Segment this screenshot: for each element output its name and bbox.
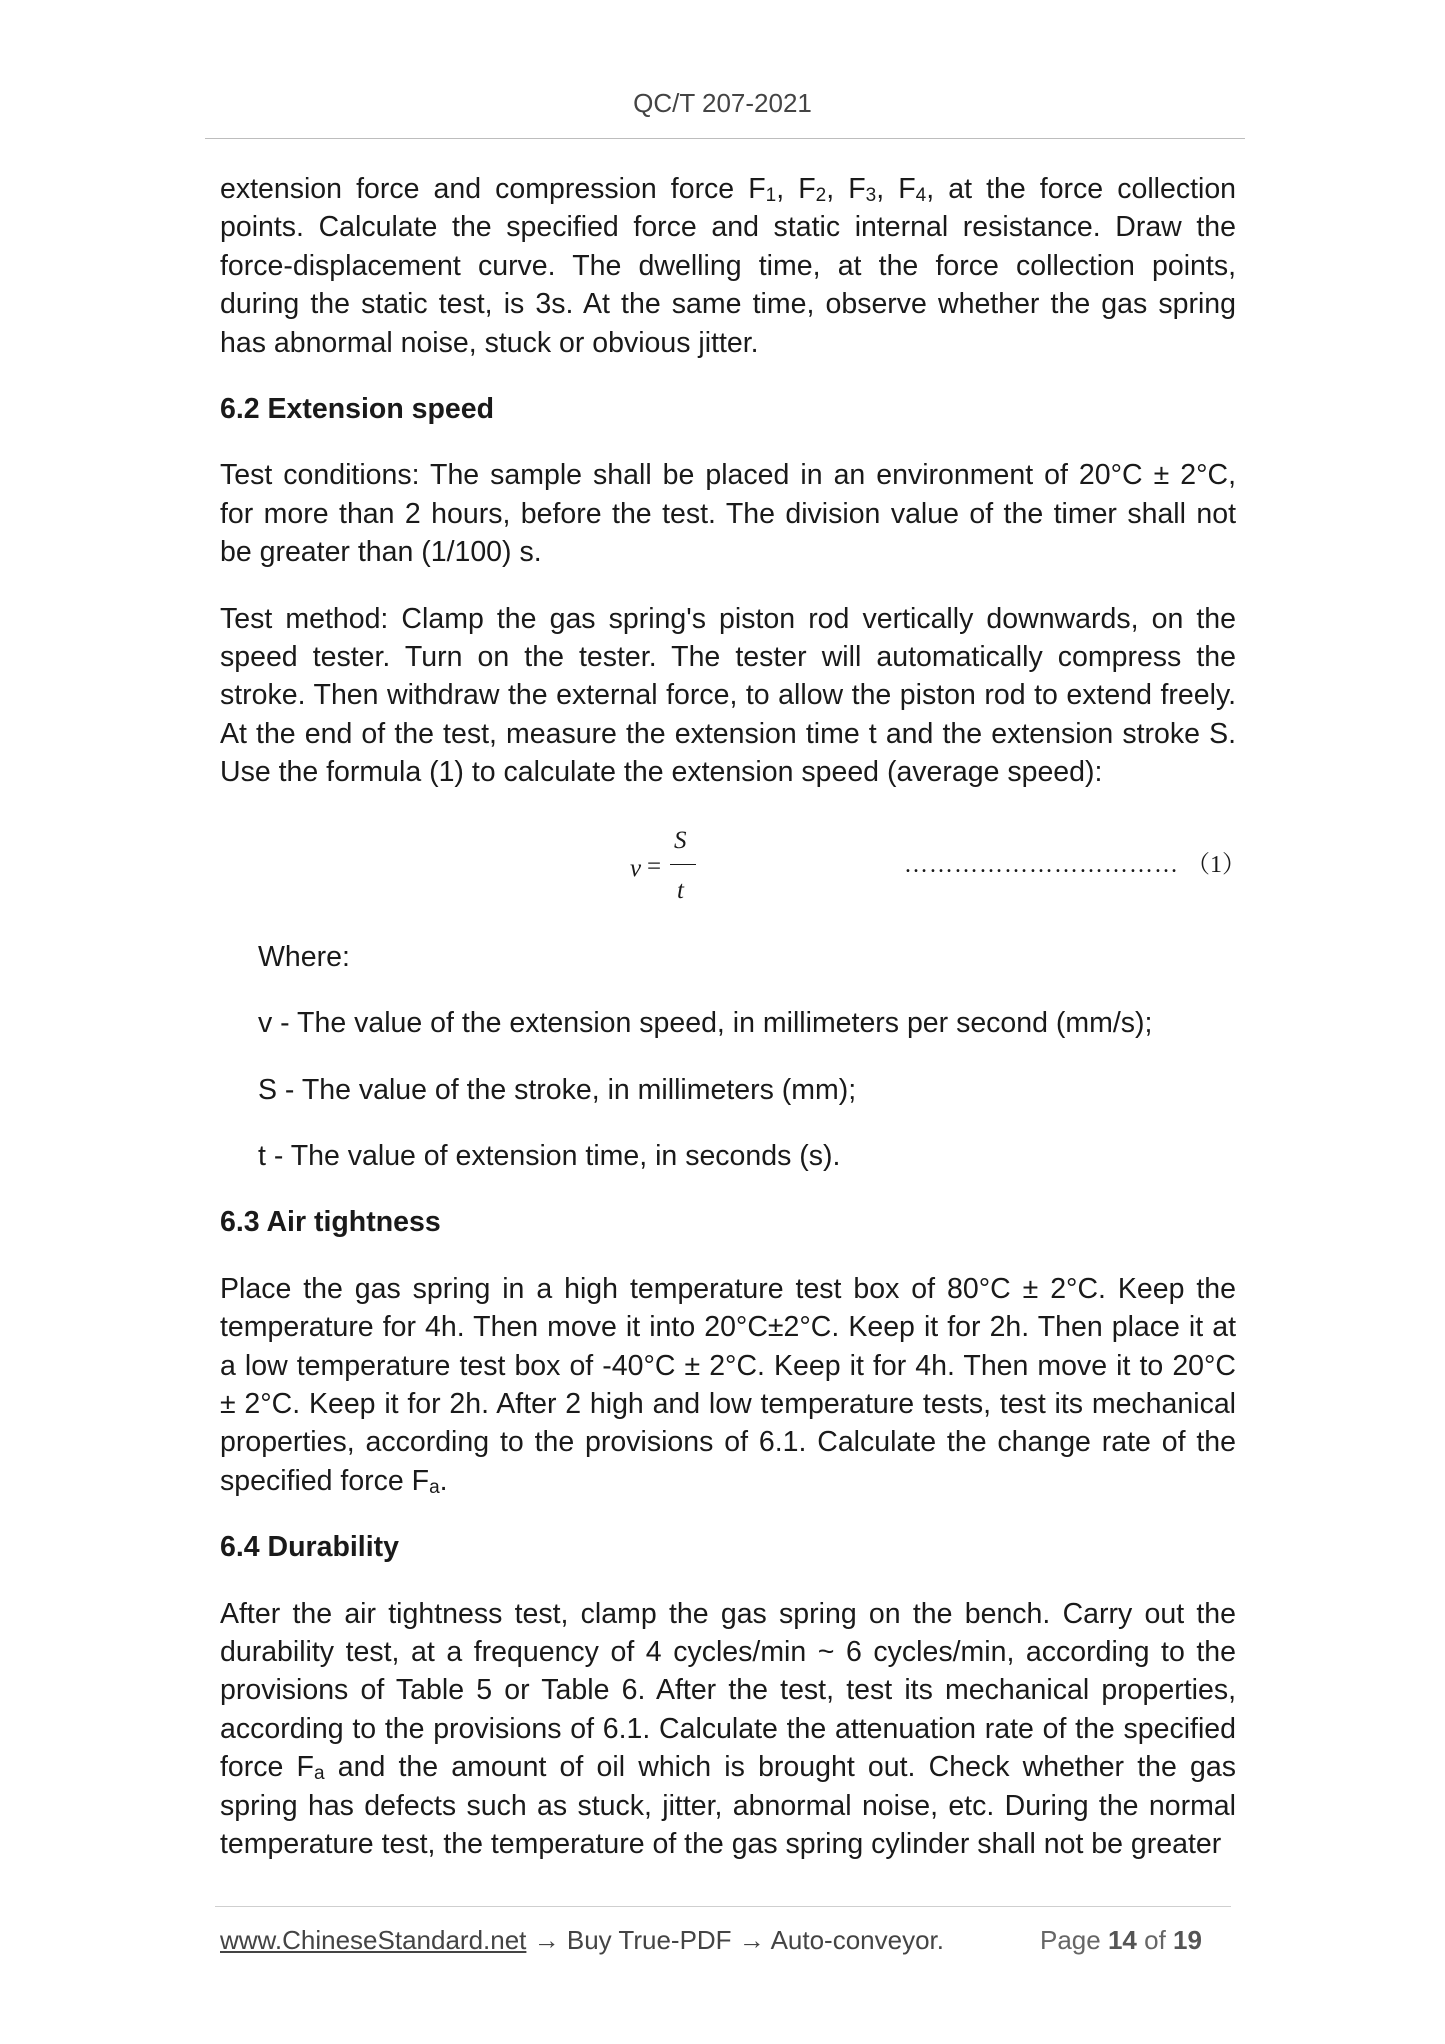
page-body: [220, 170, 1246, 1891]
footer-trail-text: → Buy True-PDF → Auto-conveyor.: [526, 1925, 945, 1955]
section-heading-6-4: 6.4 Durability: [220, 1531, 399, 1564]
formula-equals: =: [647, 852, 662, 880]
page-header-doc-code: QC/T 207-2021: [633, 88, 812, 118]
where-label: Where:: [258, 940, 350, 973]
test-conditions-paragraph: Test conditions: The sample shall be placed in an environment of 20°C ± 2°C, for more than 2 hours, before the test. The division value of the timer shall not be greater than (1/100) s.: [220, 459, 1236, 569]
current-page-number: 14: [1107, 1925, 1137, 1955]
total-page-count: 19: [1173, 1925, 1202, 1955]
formula-denominator: t: [677, 876, 684, 904]
section-heading-6-3: 6.3 Air tightness: [220, 1206, 441, 1239]
formula-lhs: v: [630, 854, 642, 882]
where-item-t: t - The value of extension time, in seconds (s).: [258, 1139, 841, 1172]
intro-paragraph: extension force and compression force $F_1$, $F_2$, $F_3$, $F_4$, at the force collection points. Calculate the specified force and static internal resistance. Draw the force-displacement curve. The dwelling time, at the force collection points, during the static test, is 3s. At the same time, observe whether the gas spring has abnormal noise, stuck or obvious jitter.: [220, 173, 1237, 359]
test-method-paragraph: Test method: Clamp the gas spring's piston rod vertically downwards, on the speed tester. Turn on the tester. The tester will automatically compress the stroke. Then withdraw the external force, to allow the piston rod to extend freely. At the end of the test, measure the extension time t and the extension stroke S. Use the formula (1) to calculate the extension speed (average speed):: [220, 602, 1236, 789]
section-heading-6-2: 6.2 Extension speed: [220, 393, 495, 426]
formula-number: （1）: [1186, 851, 1246, 878]
of-word: of: [1144, 1925, 1166, 1955]
formula-1: [220, 820, 1246, 912]
fraction-bar: [670, 864, 696, 865]
page-indicator: [1040, 1925, 1202, 1956]
where-item-v: v - The value of the extension speed, in millimeters per second (mm/s);: [258, 1007, 1153, 1040]
footer-source: [220, 1925, 944, 1956]
page-word: Page: [1040, 1925, 1101, 1955]
footer-website-link[interactable]: www.ChineseStandard.net: [220, 1925, 527, 1955]
header-divider: [205, 138, 1245, 139]
where-item-s: S - The value of the stroke, in millimeters (mm);: [258, 1073, 857, 1106]
footer-divider: [215, 1906, 1231, 1907]
formula-numerator: S: [674, 826, 687, 854]
formula-leader-dots: ……………………………: [904, 851, 1179, 878]
air-tightness-paragraph: Place the gas spring in a high temperature test box of 80°C ± 2°C. Keep the temperature for 4h. Then move it into 20°C±2°C. Keep it for 2h. Then place it at a low temperature test box of -40°C ± 2°C. Keep it for 4h. Then move it to 20°C ± 2°C. Keep it for 2h. After 2 high and low temperature tests, test its mechanical properties, according to the provisions of 6.1. Calculate the change rate of the specified force $F_a$.: [220, 1272, 1236, 1498]
durability-paragraph: After the air tightness test, clamp the gas spring on the bench. Carry out the durability test, at a frequency of 4 cycles/min ~ 6 cycles/min, according to the provisions of Table 5 or Table 6. After the test, test its mechanical properties, according to the provisions of 6.1. Calculate the attenuation rate of the specified force $F_a$ and the amount of oil which is brought out. Check whether the gas spring has defects such as stuck, jitter, abnormal noise, etc. During the normal temperature test, the temperature of the gas spring cylinder shall not be greater: [220, 1597, 1236, 1860]
